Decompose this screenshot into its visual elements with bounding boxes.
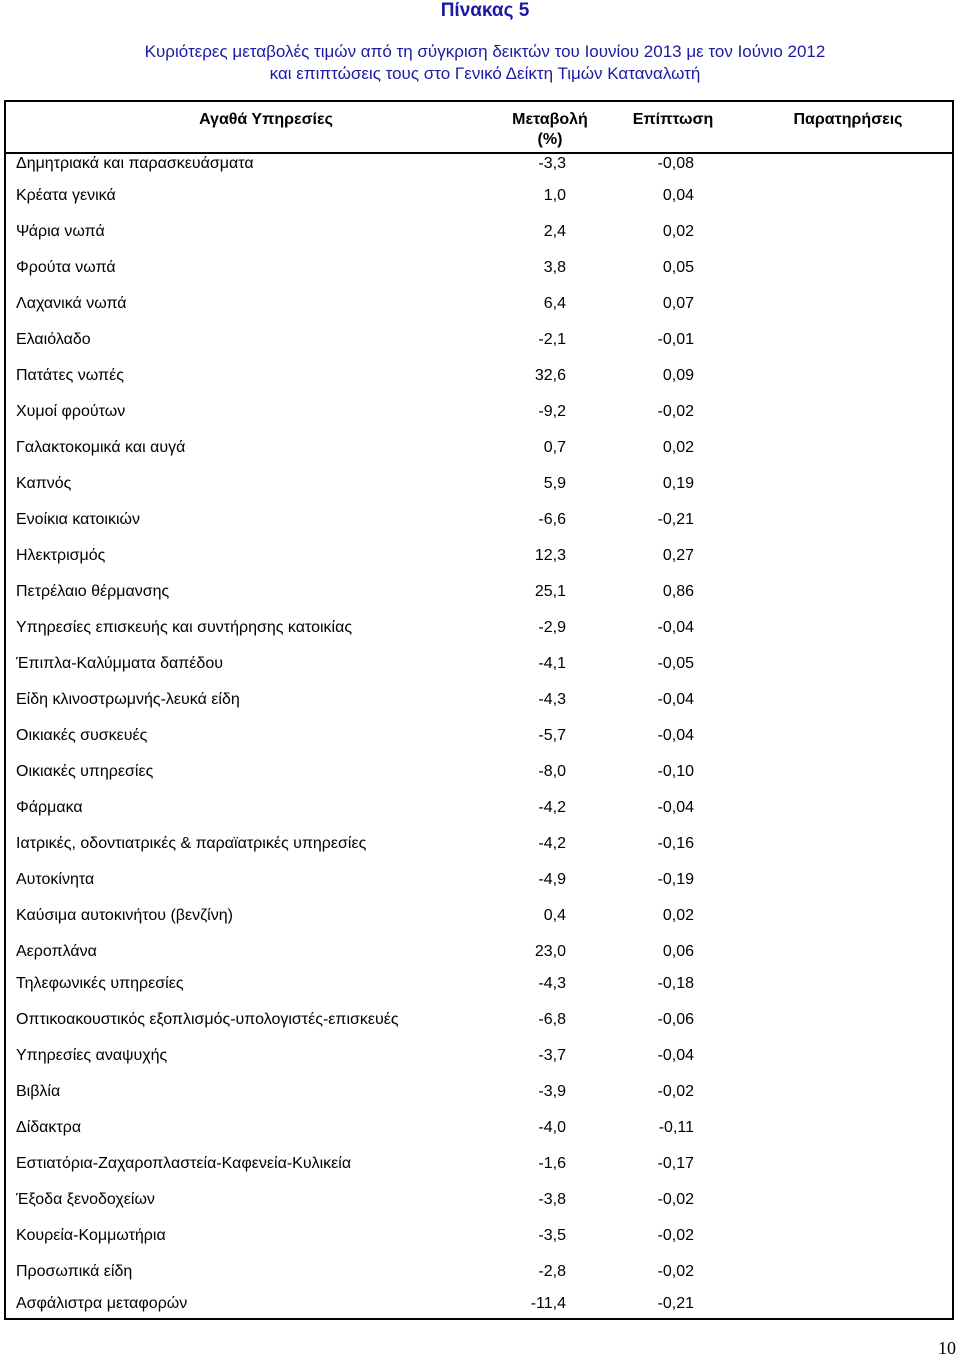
row-impact-value: -0,02 — [657, 1083, 694, 1100]
row-item-name: Υπηρεσίες επισκευής και συντήρησης κατοικίας — [16, 619, 353, 636]
row-impact-value: -0,19 — [657, 871, 694, 888]
row-impact-value: -0,10 — [657, 763, 694, 780]
table-row — [6, 1046, 952, 1066]
table-row — [6, 834, 952, 854]
row-change-value: -9,2 — [538, 403, 566, 420]
row-item-name: Οικιακές υπηρεσίες — [16, 763, 154, 780]
row-item-name: Ελαιόλαδο — [16, 331, 91, 348]
row-item-name: Έπιπλα-Καλύμματα δαπέδου — [16, 655, 223, 672]
row-item-name: Πετρέλαιο θέρμανσης — [16, 583, 170, 600]
table-row — [6, 402, 952, 422]
row-impact-value: -0,04 — [657, 619, 694, 636]
row-change-value: 32,6 — [534, 367, 566, 384]
row-impact-value: 0,86 — [662, 583, 694, 600]
row-change-value: 5,9 — [543, 475, 566, 492]
row-change-value: -8,0 — [538, 763, 566, 780]
table-row — [6, 618, 952, 638]
table-row — [6, 870, 952, 890]
row-change-value: -3,9 — [538, 1083, 566, 1100]
table-row — [6, 546, 952, 566]
header-change-unit: (%) — [537, 131, 563, 148]
row-change-value: 2,4 — [543, 223, 566, 240]
row-change-value: -2,9 — [538, 619, 566, 636]
row-impact-value: 0,27 — [662, 547, 694, 564]
row-item-name: Οπτικοακουστικός εξοπλισμός-υπολογιστές-επισκευές — [16, 1011, 399, 1028]
row-impact-value: 0,07 — [662, 295, 694, 312]
row-item-name: Ασφάλιστρα μεταφορών — [16, 1295, 188, 1312]
row-change-value: -4,3 — [538, 975, 566, 992]
header-goods-services: Αγαθά Υπηρεσίες — [199, 111, 333, 128]
row-impact-value: -0,17 — [657, 1155, 694, 1172]
table-row — [6, 154, 952, 174]
row-change-value: -4,1 — [538, 655, 566, 672]
table-row — [6, 222, 952, 242]
row-change-value: -4,0 — [538, 1119, 566, 1136]
row-change-value: -1,6 — [538, 1155, 566, 1172]
row-item-name: Καπνός — [16, 475, 72, 492]
row-change-value: -3,7 — [538, 1047, 566, 1064]
row-impact-value: -0,11 — [658, 1119, 694, 1136]
table-row — [6, 942, 952, 962]
row-impact-value: 0,02 — [662, 439, 694, 456]
row-item-name: Δίδακτρα — [16, 1119, 82, 1136]
header-change — [490, 110, 610, 150]
row-impact-value: -0,04 — [657, 799, 694, 816]
table-row — [6, 186, 952, 206]
row-impact-value: -0,16 — [657, 835, 694, 852]
row-item-name: Αυτοκίνητα — [16, 871, 95, 888]
row-item-name: Ηλεκτρισμός — [16, 547, 106, 564]
row-impact-value: -0,08 — [657, 155, 694, 172]
row-item-name: Ψάρια νωπά — [16, 223, 105, 240]
row-impact-value: 0,02 — [662, 223, 694, 240]
header-change-label: Μεταβολή — [512, 111, 588, 128]
row-item-name: Βιβλία — [16, 1083, 61, 1100]
row-item-name: Εστιατόρια-Ζαχαροπλαστεία-Καφενεία-Κυλικεία — [16, 1155, 352, 1172]
row-change-value: 1,0 — [543, 187, 566, 204]
subtitle-line-1: Κυριότερες μεταβολές τιμών από τη σύγκριση δεικτών του Ιουνίου 2013 με τον Ιούνιο 2012 — [144, 42, 826, 61]
row-impact-value: -0,21 — [657, 1295, 694, 1312]
table-row — [6, 1154, 952, 1174]
row-impact-value: -0,02 — [657, 1263, 694, 1280]
row-item-name: Κουρεία-Κομμωτήρια — [16, 1227, 166, 1244]
row-impact-value: 0,05 — [662, 259, 694, 276]
row-item-name: Έξοδα ξενοδοχείων — [16, 1191, 155, 1208]
row-impact-value: -0,02 — [657, 1191, 694, 1208]
row-item-name: Φάρμακα — [16, 799, 83, 816]
table-row — [6, 1118, 952, 1138]
page-number: 10 — [938, 1338, 956, 1358]
table-row — [6, 582, 952, 602]
row-item-name: Καύσιμα αυτοκινήτου (βενζίνη) — [16, 907, 233, 924]
row-impact-value: -0,05 — [657, 655, 694, 672]
header-notes: Παρατηρήσεις — [793, 111, 903, 128]
row-item-name: Φρούτα νωπά — [16, 259, 116, 276]
row-change-value: 12,3 — [534, 547, 566, 564]
table-row — [6, 258, 952, 278]
table-row — [6, 654, 952, 674]
row-impact-value: 0,02 — [662, 907, 694, 924]
row-item-name: Αεροπλάνα — [16, 943, 97, 960]
row-change-value: -2,8 — [538, 1263, 566, 1280]
row-change-value: -3,8 — [538, 1191, 566, 1208]
table-row — [6, 1294, 952, 1314]
row-change-value: 0,4 — [543, 907, 566, 924]
row-impact-value: 0,09 — [662, 367, 694, 384]
row-item-name: Τηλεφωνικές υπηρεσίες — [16, 975, 184, 992]
row-change-value: -4,9 — [538, 871, 566, 888]
row-change-value: -6,6 — [538, 511, 566, 528]
row-item-name: Ιατρικές, οδοντιατρικές & παραϊατρικές υπηρεσίες — [16, 835, 367, 852]
row-change-value: -3,3 — [538, 155, 566, 172]
table-row — [6, 438, 952, 458]
table-row — [6, 366, 952, 386]
row-impact-value: 0,06 — [662, 943, 694, 960]
row-impact-value: -0,18 — [657, 975, 694, 992]
row-change-value: -5,7 — [538, 727, 566, 744]
row-impact-value: -0,04 — [657, 691, 694, 708]
row-change-value: -11,4 — [530, 1295, 566, 1312]
table-row — [6, 690, 952, 710]
row-impact-value: -0,04 — [657, 1047, 694, 1064]
table-row — [6, 1226, 952, 1246]
table-row — [6, 510, 952, 530]
page-title: Πίνακας 5 — [440, 0, 530, 21]
table-row — [6, 330, 952, 350]
table-row — [6, 1010, 952, 1030]
row-change-value: 6,4 — [543, 295, 566, 312]
table-row — [6, 798, 952, 818]
row-item-name: Λαχανικά νωπά — [16, 295, 127, 312]
subtitle-line-2: και επιπτώσεις τους στο Γενικό Δείκτη Τιμών Καταναλωτή — [269, 64, 701, 83]
row-impact-value: 0,04 — [662, 187, 694, 204]
row-change-value: -4,2 — [538, 835, 566, 852]
row-change-value: 3,8 — [543, 259, 566, 276]
row-impact-value: -0,01 — [657, 331, 694, 348]
row-change-value: -3,5 — [538, 1227, 566, 1244]
row-item-name: Δημητριακά και παρασκευάσματα — [16, 155, 254, 172]
table-row — [6, 474, 952, 494]
table-row — [6, 974, 952, 994]
row-impact-value: -0,02 — [657, 1227, 694, 1244]
row-change-value: -2,1 — [538, 331, 566, 348]
row-item-name: Γαλακτοκομικά και αυγά — [16, 439, 186, 456]
table-row — [6, 1190, 952, 1210]
row-item-name: Υπηρεσίες αναψυχής — [16, 1047, 168, 1064]
header-impact: Επίπτωση — [632, 111, 714, 128]
row-change-value: -4,2 — [538, 799, 566, 816]
row-item-name: Κρέατα γενικά — [16, 187, 116, 204]
table-row — [6, 906, 952, 926]
row-impact-value: -0,02 — [657, 403, 694, 420]
row-item-name: Χυμοί φρούτων — [16, 403, 126, 420]
row-change-value: -6,8 — [538, 1011, 566, 1028]
row-item-name: Προσωπικά είδη — [16, 1263, 133, 1280]
row-item-name: Είδη κλινοστρωμνής-λευκά είδη — [16, 691, 240, 708]
row-impact-value: -0,04 — [657, 727, 694, 744]
table-row — [6, 1082, 952, 1102]
row-impact-value: -0,06 — [657, 1011, 694, 1028]
row-change-value: 23,0 — [534, 943, 566, 960]
table-row — [6, 726, 952, 746]
table-row — [6, 762, 952, 782]
table-row — [6, 1262, 952, 1282]
table-row — [6, 294, 952, 314]
price-changes-table — [4, 100, 954, 1320]
row-impact-value: -0,21 — [657, 511, 694, 528]
row-change-value: 25,1 — [534, 583, 566, 600]
row-item-name: Οικιακές συσκευές — [16, 727, 148, 744]
row-change-value: -4,3 — [538, 691, 566, 708]
row-impact-value: 0,19 — [662, 475, 694, 492]
row-item-name: Πατάτες νωπές — [16, 367, 124, 384]
row-change-value: 0,7 — [543, 439, 566, 456]
row-item-name: Ενοίκια κατοικιών — [16, 511, 141, 528]
